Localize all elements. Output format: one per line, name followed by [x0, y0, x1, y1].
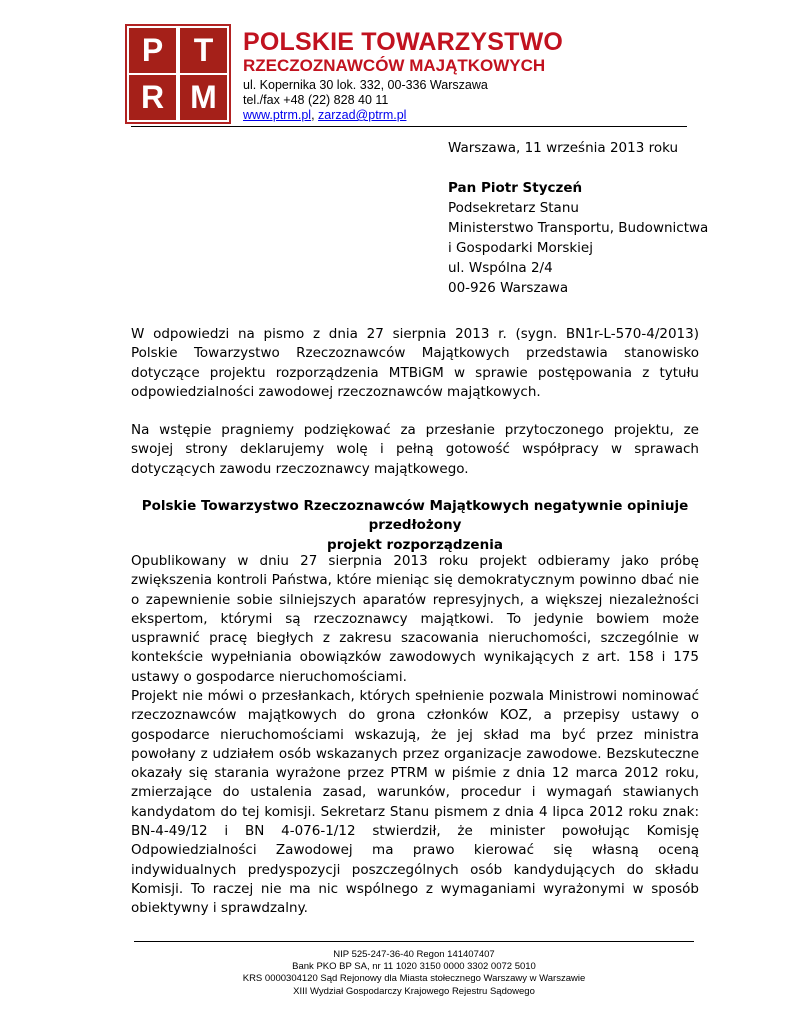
opinion-heading-line-1: Polskie Towarzystwo Rzeczoznawców Majątkowych negatywnie opiniuje przedłożony: [141, 498, 689, 534]
organization-links: [243, 108, 406, 123]
links-separator: ,: [311, 108, 319, 122]
letter-date: Warszawa, 11 września 2013 roku: [448, 140, 679, 156]
opinion-heading: [131, 497, 699, 555]
recipient-line: ul. Wspólna 2/4: [448, 260, 553, 276]
ptrm-logo: [127, 26, 229, 122]
body-paragraph-2: Na wstępie pragniemy podziękować za przesłanie przytoczonego projektu, ze swojej strony deklarujemy wolę i pełną gotowość współpracy w sprawach dotyczących zawodu rzeczoznawcy majątkowego.: [131, 422, 699, 477]
organization-address: ul. Kopernika 30 lok. 332, 00-336 Warszawa: [243, 78, 488, 92]
recipient-line: i Gospodarki Morskiej: [448, 240, 593, 256]
organization-phone: tel./fax +48 (22) 828 40 11: [243, 93, 389, 107]
body-paragraph-3: Opublikowany w dniu 27 sierpnia 2013 roku projekt odbieramy jako próbę zwiększenia kontroli Państwa, które mieniąc się demokratycznym powinno dbać nie o zapewnienie sobie silniejszych aparatów represyjnych, a większej niezależności ekspertom, którymi są rzeczoznawcy majątkowi. To jedynie bowiem może usprawnić pracę biegłych z zakresu szacowania nieruchomości, szczególnie w kontekście wypełniania obowiązków zawodowych wynikających z art. 158 i 175 ustawy o gospodarce nieruchomościami.: [131, 553, 699, 685]
email-link[interactable]: zarzad@ptrm.pl: [318, 108, 407, 122]
recipient-name: Pan Piotr Styczeń: [448, 180, 583, 196]
logo-letter-m: M: [180, 75, 227, 120]
page-footer: [134, 949, 694, 998]
footer-line: KRS 0000304120 Sąd Rejonowy dla Miasta stołecznego Warszawy w Warszawie: [242, 973, 586, 985]
header-divider: [131, 126, 687, 127]
recipient-line: Podsekretarz Stanu: [448, 200, 579, 216]
organization-subtitle: RZECZOZNAWCÓW MAJĄTKOWYCH: [243, 56, 546, 75]
footer-divider: [134, 941, 694, 942]
website-link[interactable]: www.ptrm.pl: [243, 108, 312, 122]
recipient-line: Ministerstwo Transportu, Budownictwa: [448, 220, 709, 236]
footer-line: XIII Wydział Gospodarczy Krajowego Rejestru Sądowego: [293, 985, 535, 997]
logo-letter-p: P: [129, 28, 176, 73]
logo-letter-r: R: [129, 75, 176, 120]
recipient-block: [448, 178, 708, 298]
recipient-line: 00-926 Warszawa: [448, 280, 569, 296]
organization-name: POLSKIE TOWARZYSTWO: [243, 28, 564, 56]
logo-letter-t: T: [180, 28, 227, 73]
footer-line: Bank PKO BP SA, nr 11 1020 3150 0000 3302 0072 5010: [292, 961, 536, 973]
body-paragraph-4: Projekt nie mówi o przesłankach, których spełnienie pozwala Ministrowi nominować rzeczoznawców majątkowych do grona członków KOZ, a przepisy ustawy o gospodarce nieruchomościami wskazują, że jej skład ma być przez ministra powołany z udziałem osób wskazanych przez organizacje zawodowe. Bezskuteczne okazały się starania wyrażone przez PTRM w piśmie z dnia 12 marca 2012 roku, zmierzające do ustalenia zasad, warunków, procedur i wymagań stawianych kandydatom do tej komisji. Sekretarz Stanu pismem z dnia 4 lipca 2012 roku znak: BN-4-49/12 i BN 4-076-1/12 stwierdził, że minister powołując Komisję Odpowiedzialności Zawodowej ma prawo kierować się własną oceną indywidualnych predyspozycji poszczególnych osób kandydujących do składu Komisji. To raczej nie ma nic wspólnego z wymaganiami wyrażonymi w sposób obiektywny i sprawdzalny.: [131, 688, 699, 917]
opinion-heading-line-2: projekt rozporządzenia: [327, 536, 503, 553]
body-paragraph-1: W odpowiedzi na pismo z dnia 27 sierpnia 2013 r. (sygn. BN1r-L-570-4/2013) Polskie Towarzystwo Rzeczoznawców Majątkowych przedstawia stanowisko dotyczące projektu rozporządzenia MTBiGM w sprawie postępowania z tytułu odpowiedzialności zawodowej rzeczoznawców majątkowych.: [131, 326, 699, 400]
footer-line: NIP 525-247-36-40 Regon 141407407: [333, 949, 495, 960]
